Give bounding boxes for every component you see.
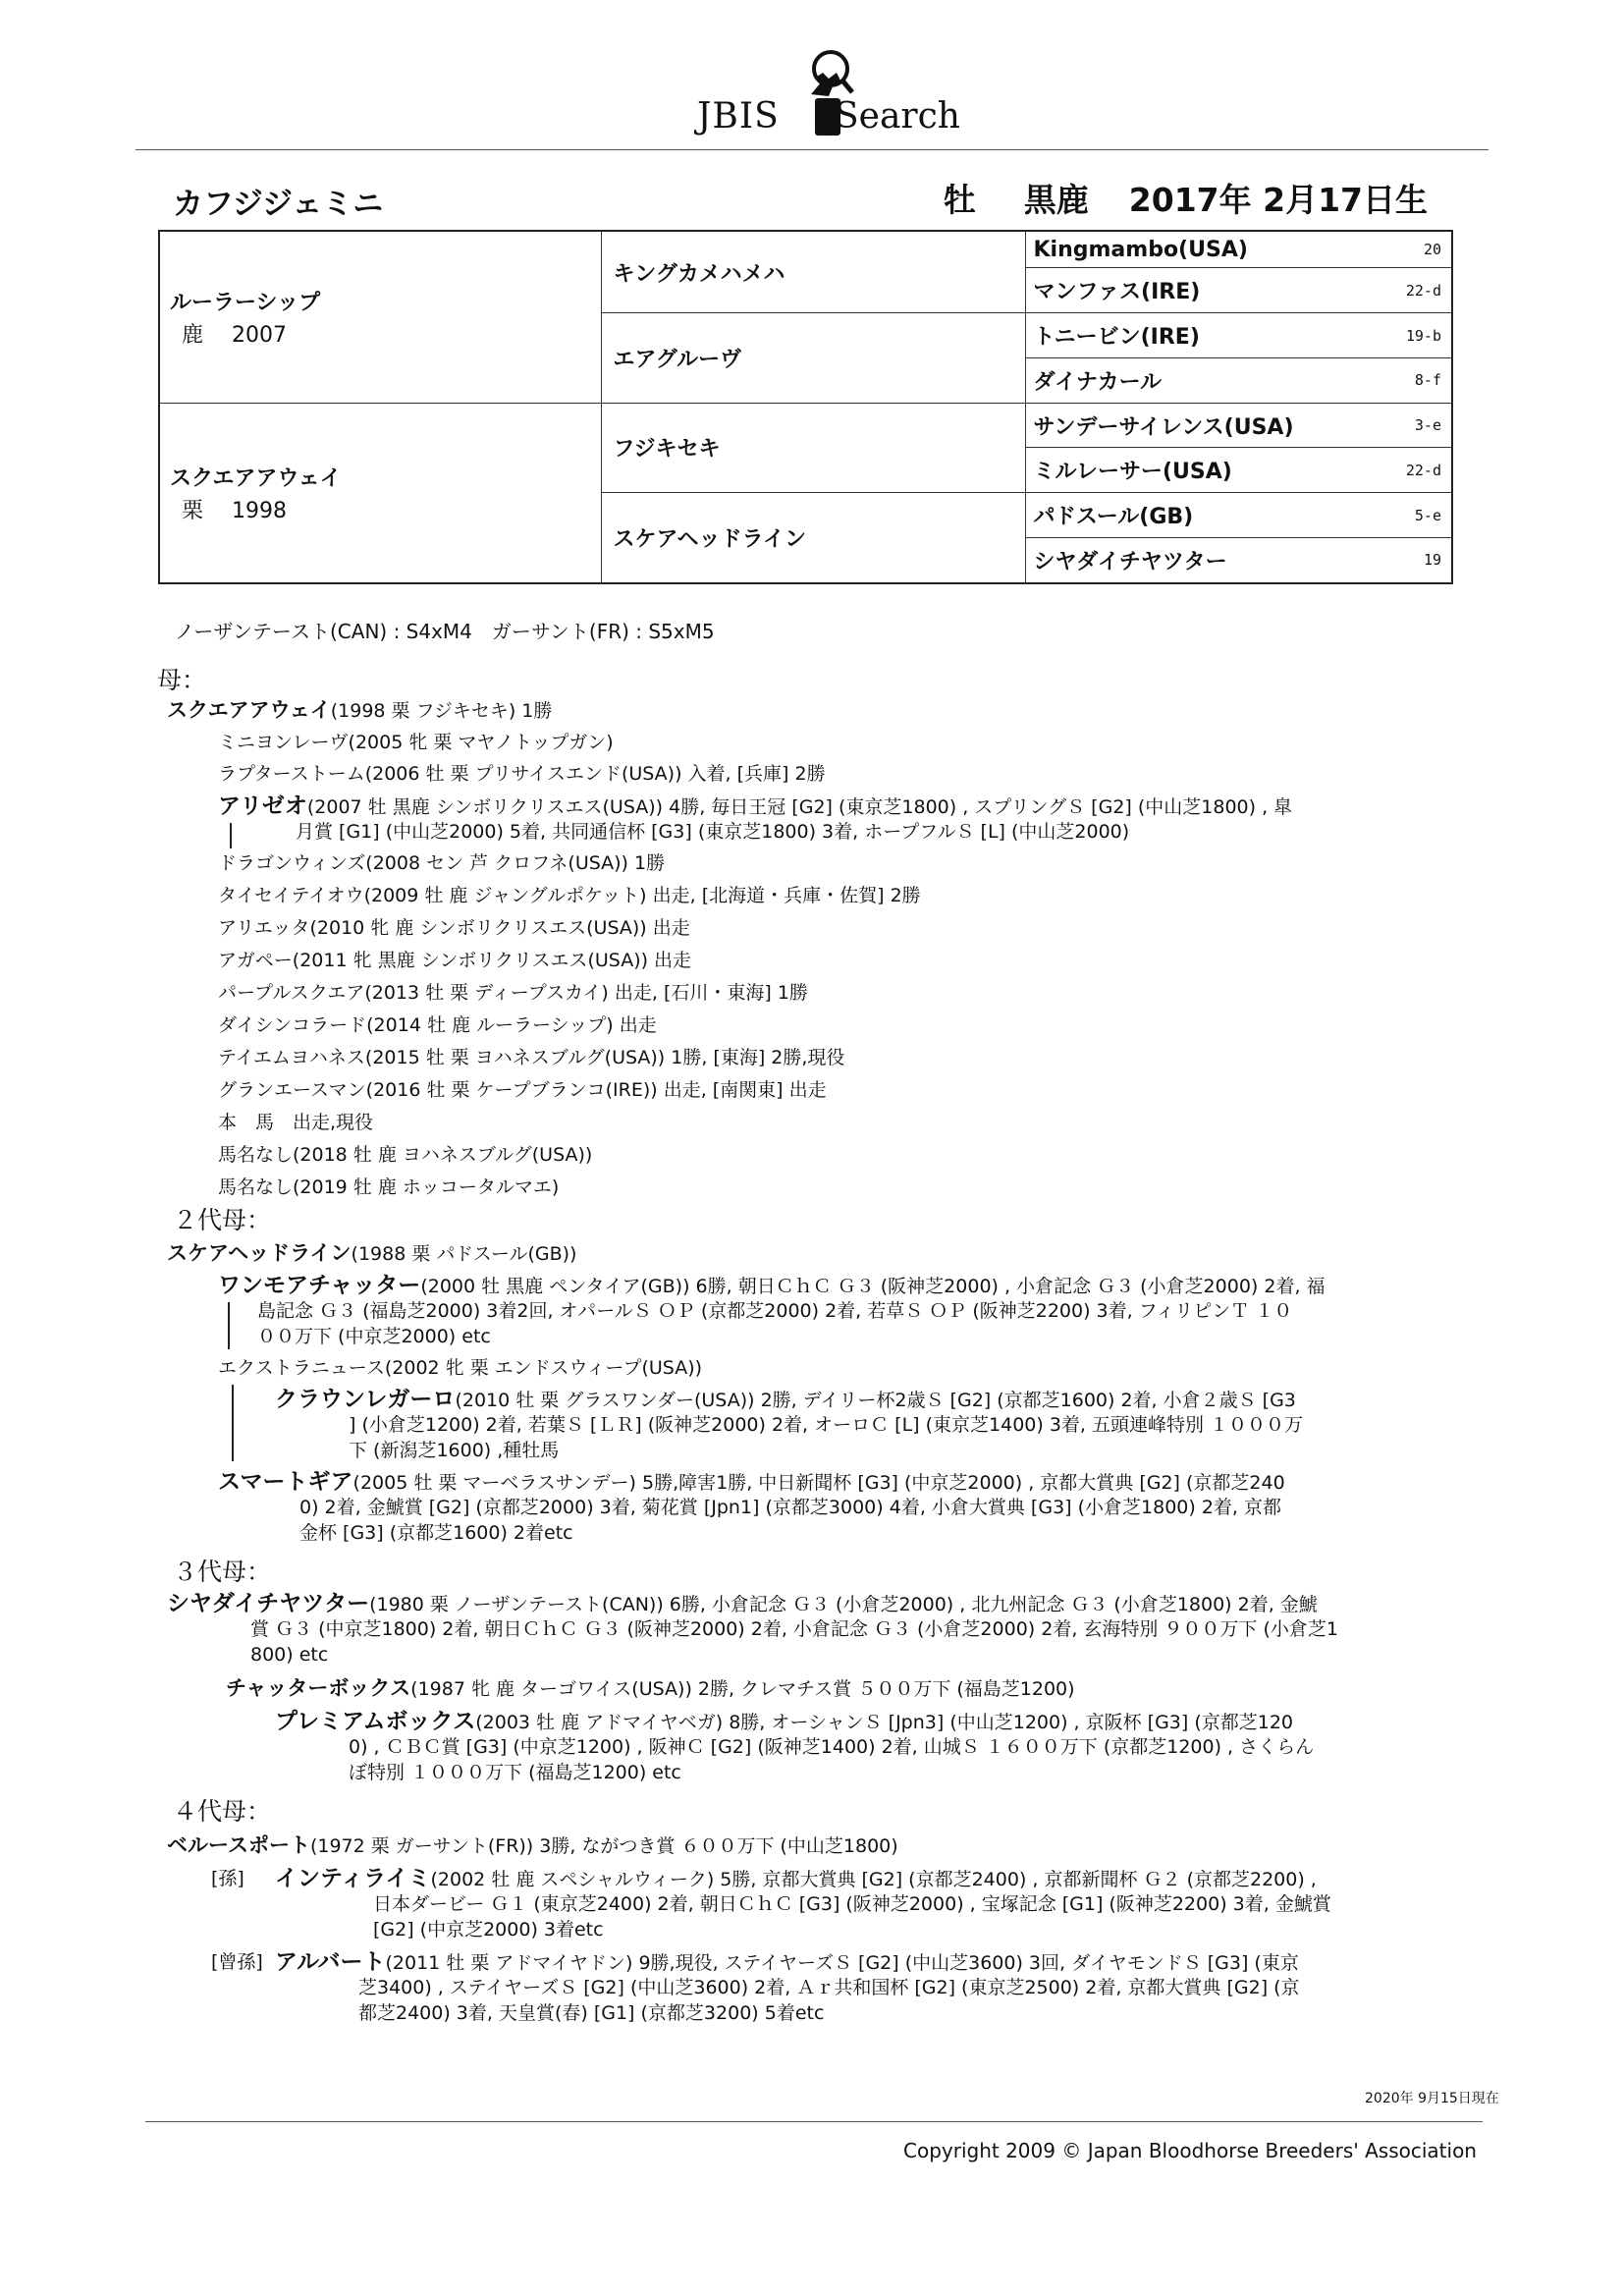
family-number: 22-d — [1405, 461, 1441, 479]
section-heading-second-dam: ２代母： — [173, 1206, 272, 1234]
pedigree-gen3-cell: マンファス(IRE) 22-d — [1025, 268, 1452, 313]
offspring-line-cont: 金杯 [G3] (京都芝1600) 2着etc — [299, 1522, 573, 1544]
offspring-line: 馬名なし(2018 牡 鹿 ヨハネスブルグ(USA)) — [218, 1144, 593, 1166]
offspring-line: アガペー(2011 牝 黒鹿 シンボリクリスエス(USA)) 出走 — [218, 950, 692, 971]
offspring-line: インティライミ(2002 牡 鹿 スペシャルウィーク) 5勝, 京都大賞典 [G2] (京都芝2400) , 京都新聞杯 Ｇ２ (京都芝2200) , — [275, 1866, 1317, 1891]
offspring-line-cont: 芝3400) , ステイヤーズＳ [G2] (中山芝3600) 2着, Ａｒ共和国杯 [G2] (東京芝2500) 2着, 京都大賞典 [G2] (京 — [358, 1977, 1300, 1998]
relation-label: [曾孫] — [211, 1951, 263, 1973]
offspring-line: グランエースマン(2016 牡 栗 ケープブランコ(IRE)) 出走, [南関東] 出走 — [218, 1079, 827, 1101]
offspring-line: ダイシンコラード(2014 牡 鹿 ルーラーシップ) 出走 — [218, 1014, 657, 1036]
pedigree-table — [158, 230, 1453, 584]
offspring-line-cont: 下 (新潟芝1600) ,種牡馬 — [349, 1440, 560, 1461]
section-heading-third-dam: ３代母： — [173, 1558, 272, 1586]
offspring-line-cont: 800) etc — [250, 1644, 329, 1666]
as-of-date: 2020年 9月15日現在 — [1365, 2091, 1499, 2106]
dam-line: スクエアアウェイ(1998 栗 フジキセキ) 1勝 — [167, 698, 553, 722]
offspring-line: アルバート(2011 牡 栗 アドマイヤドン) 9勝,現役, ステイヤーズＳ [G2] (中山芝3600) 3回, ダイヤモンドＳ [G3] (東京 — [275, 1949, 1299, 1975]
pedigree-gen3-cell: トニービン(IRE) 19-b — [1025, 313, 1452, 358]
relation-label: [孫] — [211, 1868, 244, 1889]
offspring-line-cont: ぼ特別 １０００万下 (福島芝1200) etc — [349, 1762, 681, 1783]
offspring-line: エクストラニュース(2002 牝 栗 エンドスウィープ(USA)) — [218, 1357, 703, 1379]
offspring-line: ミニヨンレーヴ(2005 牝 栗 マヤノトップガン) — [218, 732, 614, 753]
footer-rule — [145, 2121, 1483, 2122]
family-number: 5-e — [1414, 506, 1441, 524]
sire-info: 鹿 2007 — [182, 322, 287, 348]
offspring-line-cont: ] (小倉芝1200) 2着, 若葉Ｓ [ＬＲ] (阪神芝2000) 2着, オーロＣ [L] (東京芝1400) 3着, 五頭連峰特別 １０００万 — [349, 1414, 1304, 1436]
section-heading-dam: 母： — [157, 666, 207, 694]
jbis-search-logo — [687, 47, 960, 140]
pedigree-gen3-cell: ミルレーサー(USA) 22-d — [1025, 448, 1452, 493]
horse-name: カフジジェミニ — [173, 187, 384, 222]
offspring-line-cont: 賞 Ｇ３ (中京芝1800) 2着, 朝日ＣｈＣ Ｇ３ (阪神芝2000) 2着, 小倉記念 Ｇ３ (小倉芝2000) 2着, 玄海特別 ９００万下 (小倉芝1 — [250, 1618, 1338, 1640]
offspring-line: テイエムヨハネス(2015 牡 栗 ヨハネスブルグ(USA)) 1勝, [東海] 2勝,現役 — [218, 1047, 845, 1068]
dam-name: スクエアアウェイ — [170, 465, 342, 491]
sire-sire: キングカメハメハ — [601, 231, 1025, 313]
header-rule — [135, 149, 1489, 150]
dam-cell — [159, 403, 601, 583]
inbreeding-note: ノーザンテースト(CAN) : S4xM4 ガーサント(FR) : S5xM5 — [175, 620, 715, 643]
dam-info: 栗 1998 — [182, 498, 287, 523]
lineage-bar — [232, 1385, 234, 1461]
offspring-line: タイセイテイオウ(2009 牡 鹿 ジャングルポケット) 出走, [北海道・兵庫・佐賀] 2勝 — [218, 885, 921, 906]
family-number: 22-d — [1405, 281, 1441, 300]
family-number: 8-f — [1414, 371, 1441, 390]
logo-text-jbis: JBIS — [697, 96, 780, 137]
pedigree-gen3-cell: パドスール(GB) 5-e — [1025, 493, 1452, 538]
horse-summary — [944, 175, 1428, 221]
horse-birth: 2017年 2月17日生 — [1128, 181, 1428, 219]
offspring-line: アリエッタ(2010 牝 鹿 シンボリクリスエス(USA)) 出走 — [218, 917, 690, 939]
section-heading-fourth-dam: ４代母： — [173, 1797, 272, 1826]
family-number: 19 — [1423, 551, 1441, 570]
lineage-bar — [230, 823, 232, 848]
third-dam-line: シヤダイチヤツター(1980 栗 ノーザンテースト(CAN)) 6勝, 小倉記念 Ｇ３ (小倉芝2000) , 北九州記念 Ｇ３ (小倉芝1800) 2着, 金鯱 — [167, 1591, 1318, 1616]
offspring-line: 馬名なし(2019 牡 鹿 ホッコータルマエ) — [218, 1176, 560, 1198]
offspring-line-cont: ００万下 (中京芝2000) etc — [257, 1326, 491, 1347]
family-number: 19-b — [1405, 326, 1441, 345]
pedigree-gen3-cell: シヤダイチヤツター 19 — [1025, 537, 1452, 583]
offspring-line: 本 馬 出走,現役 — [218, 1112, 374, 1133]
offspring-line-cont: 日本ダービー Ｇ１ (東京芝2400) 2着, 朝日ＣｈＣ [G3] (阪神芝2000) , 宝塚記念 [G1] (阪神芝2200) 3着, 金鯱賞 — [373, 1893, 1331, 1915]
pedigree-gen3-cell: Kingmambo(USA) 20 — [1025, 231, 1452, 268]
offspring-line: パープルスクエア(2013 牡 栗 ディープスカイ) 出走, [石川・東海] 1勝 — [218, 982, 808, 1004]
offspring-line-cont: 0) 2着, 金鯱賞 [G2] (京都芝2000) 3着, 菊花賞 [Jpn1] (京都芝3000) 4着, 小倉大賞典 [G3] (小倉芝1800) 2着, 京都 — [299, 1497, 1281, 1518]
dam-sire: フジキセキ — [601, 403, 1025, 493]
offspring-line-cont: 0) , ＣＢＣ賞 [G3] (中京芝1200) , 阪神Ｃ [G2] (阪神芝1400) 2着, 山城Ｓ １６００万下 (京都芝1200) , さくらん — [349, 1736, 1315, 1758]
offspring-line: クラウンレガーロ(2010 牡 栗 グラスワンダー(USA)) 2勝, デイリー杯2歳Ｓ [G2] (京都芝1600) 2着, 小倉２歳Ｓ [G3 — [275, 1387, 1296, 1412]
sire-name: ルーラーシップ — [170, 290, 321, 315]
offspring-line: スマートギア(2005 牡 栗 マーベラスサンデー) 5勝,障害1勝, 中日新聞杯 [G3] (中京芝2000) , 京都大賞典 [G2] (京都芝240 — [218, 1469, 1285, 1495]
dam-dam: スケアヘッドライン — [601, 493, 1025, 583]
offspring-line: プレミアムボックス(2003 牡 鹿 アドマイヤベガ) 8勝, オーシャンＳ [Jpn3] (中山芝1200) , 京阪杯 [G3] (京都芝120 — [275, 1709, 1294, 1734]
horse-sex: 牡 — [943, 181, 976, 219]
family-number: 3-e — [1414, 416, 1441, 435]
offspring-line: ドラゴンウィンズ(2008 セン 芦 クロフネ(USA)) 1勝 — [218, 852, 666, 874]
copyright: Copyright 2009 © Japan Bloodhorse Breeders' Association — [903, 2139, 1477, 2162]
offspring-line-cont: 月賞 [G1] (中山芝2000) 5着, 共同通信杯 [G3] (東京芝1800) 3着, ホープフルＳ [L] (中山芝2000) — [296, 821, 1130, 843]
lineage-bar — [228, 1302, 230, 1349]
pedigree-gen3-cell: サンデーサイレンス(USA) 3-e — [1025, 403, 1452, 448]
sire-dam: エアグルーヴ — [601, 313, 1025, 404]
offspring-line-cont: [G2] (中京芝2000) 3着etc — [373, 1919, 604, 1941]
second-dam-line: スケアヘッドライン(1988 栗 パドスール(GB)) — [167, 1241, 577, 1265]
offspring-line: チャッターボックス(1987 牝 鹿 ターゴワイス(USA)) 2勝, クレマチス賞 ５００万下 (福島芝1200) — [226, 1676, 1075, 1700]
horse-color: 黒鹿 — [1023, 181, 1089, 219]
offspring-line: ワンモアチャッター(2000 牡 黒鹿 ペンタイア(GB)) 6勝, 朝日ＣｈＣ Ｇ３ (阪神芝2000) , 小倉記念 Ｇ３ (小倉芝2000) 2着, 福 — [218, 1273, 1326, 1298]
logo-text-search: Search — [835, 96, 960, 137]
offspring-line: ラプターストーム(2006 牡 栗 プリサイスエンド(USA)) 入着, [兵庫] 2勝 — [218, 763, 826, 785]
fourth-dam-line: ベルースポート(1972 栗 ガーサント(FR)) 3勝, ながつき賞 ６００万下 (中山芝1800) — [167, 1833, 898, 1857]
offspring-line: アリゼオ(2007 牡 黒鹿 シンボリクリスエス(USA)) 4勝, 毎日王冠 [G2] (東京芝1800) , スプリングＳ [G2] (中山芝1800) , 皐 — [218, 793, 1293, 819]
pedigree-gen3-cell: ダイナカール 8-f — [1025, 357, 1452, 403]
sire-cell — [159, 231, 601, 403]
offspring-line-cont: 島記念 Ｇ３ (福島芝2000) 3着2回, オパールＳ ＯＰ (京都芝2000) 2着, 若草Ｓ ＯＰ (阪神芝2200) 3着, フィリピンＴ １０ — [257, 1300, 1293, 1322]
offspring-line-cont: 都芝2400) 3着, 天皇賞(春) [G1] (京都芝3200) 5着etc — [358, 2002, 825, 2024]
family-number: 20 — [1423, 241, 1441, 259]
